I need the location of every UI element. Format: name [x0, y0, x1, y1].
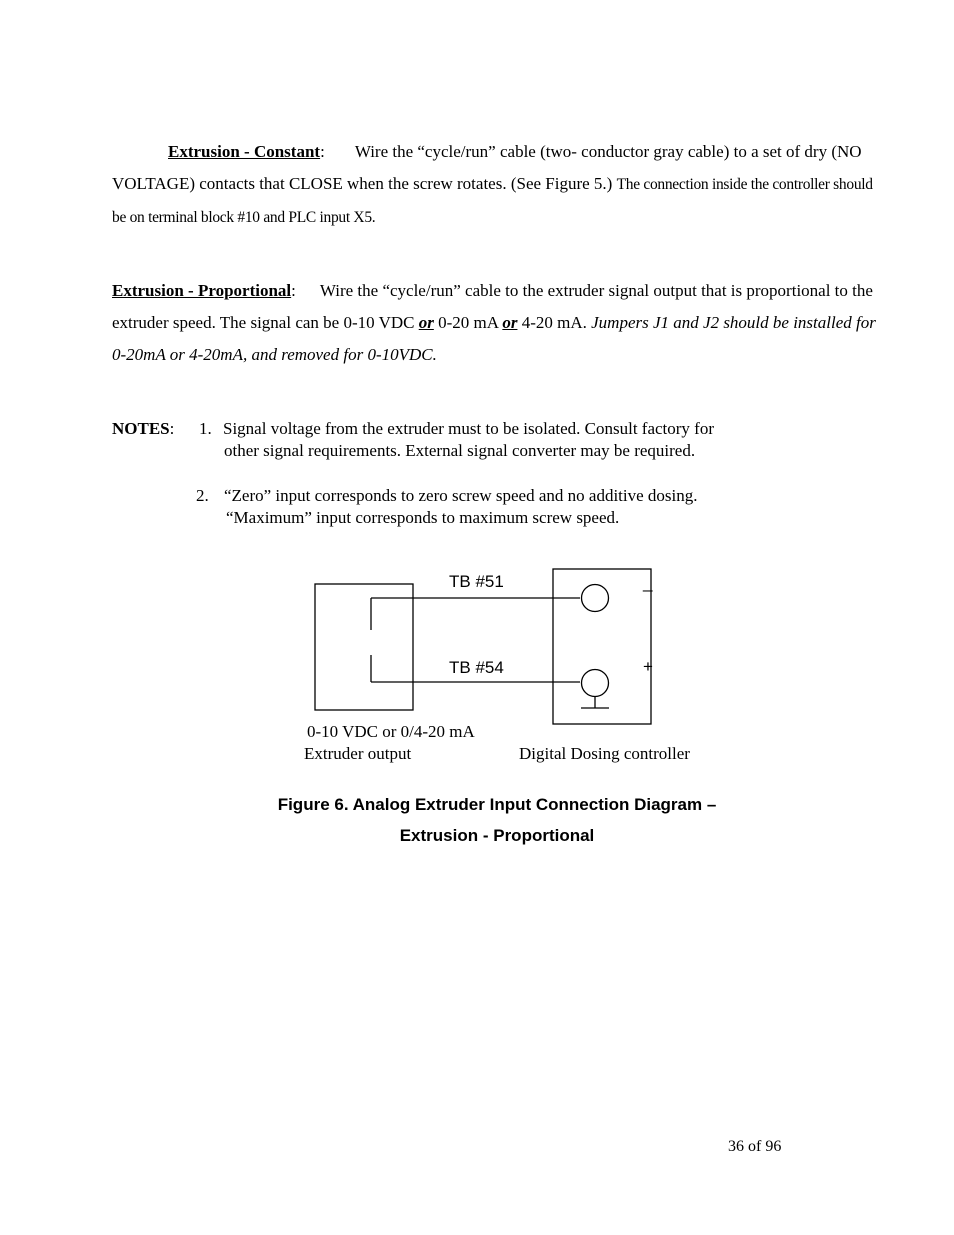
extruder-output-box — [315, 584, 413, 710]
note-1-number: 1. — [199, 419, 212, 438]
page-number: 36 of 96 — [728, 1138, 782, 1155]
proportional-heading: Extrusion - Proportional — [112, 281, 292, 300]
dosing-controller-box — [553, 569, 651, 724]
figure-caption-line-1: Figure 6. Analog Extruder Input Connection Diagram – — [277, 795, 717, 814]
tb51-label: TB #51 — [449, 572, 504, 591]
extruder-signal-label: 0-10 VDC or 0/4-20 mA — [307, 722, 475, 741]
constant-text: Wire the “cycle/run” cable (two- conductor gray cable) to a set of dry (NO VOLTAGE) contacts that CLOSE when the screw rotates. (See Figure 5.) — [112, 142, 862, 193]
constant-heading: Extrusion - Constant — [168, 142, 321, 161]
proportional-text: Wire the “cycle/run” cable to the extruder signal output that is proportional to the extruder speed. The signal can be 0-10 VDC — [112, 281, 873, 332]
note-2-line-2: “Maximum” input corresponds to maximum screw speed. — [226, 508, 620, 527]
terminal-54 — [582, 670, 609, 697]
proportional-paragraph: Extrusion - Proportional: Wire the “cycle/run” cable to the extruder signal output that is proportional to the extruder speed. The signal can be 0-10 VDC or 0-20 mA or 4-20 mA. Jumpers J1 and J2 should be installed for 0-20mA or 4-20mA, and removed for 0-10VDC. — [112, 281, 876, 364]
constant-note: The connection inside the controller should be on terminal block #10 and PLC input X5. — [112, 176, 873, 226]
note-1-line-1: Signal voltage from the extruder must to be isolated. Consult factory for — [223, 419, 714, 438]
note-2-number: 2. — [196, 486, 209, 505]
tb54-label: TB #54 — [449, 658, 504, 677]
dosing-controller-label: Digital Dosing controller — [519, 744, 690, 763]
terminal-51 — [582, 585, 609, 612]
constant-paragraph: Extrusion - Constant: Wire the “cycle/run” cable (two- conductor gray cable) to a set of dry (NO VOLTAGE) contacts that CLOSE when the screw rotates. (See Figure 5.) The connection inside the controller should be on terminal block #10 and PLC input X5. — [112, 142, 873, 226]
minus-sign: _ — [643, 573, 653, 592]
jumper-note: Jumpers J1 and J2 should be installed for 0-20mA or 4-20mA, and removed for 0-10VDC. — [112, 313, 876, 364]
figure-caption-line-2: Extrusion - Proportional — [399, 826, 595, 845]
note-1-line-2: other signal requirements. External signal converter may be required. — [224, 441, 696, 460]
note-2-line-1: “Zero” input corresponds to zero screw speed and no additive dosing. — [224, 486, 698, 505]
plus-sign: + — [643, 657, 653, 676]
notes-label: NOTES — [112, 419, 170, 438]
extruder-output-label: Extruder output — [304, 744, 412, 763]
